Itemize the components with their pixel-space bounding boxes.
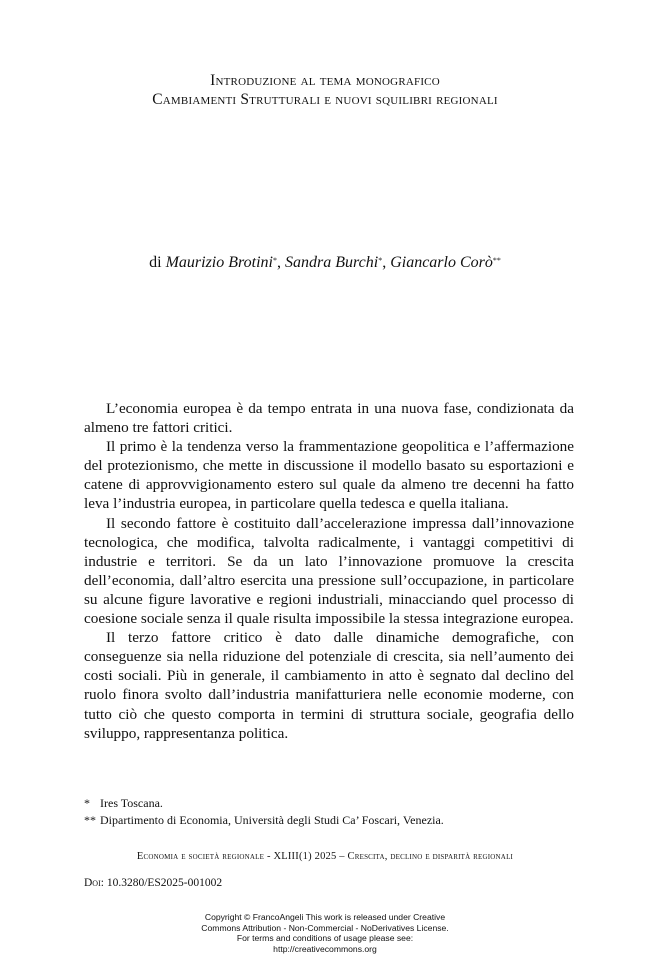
body-paragraph: Il primo è la tendenza verso la frammentazione geopolitica e l’affermazione del protezionismo, che mette in discussione il modello basato su esportazioni e catene di approvvigionamento estero sul quale da almeno tre decenni ha fatto leva l’industria europea, in particolare quella tedesca e quella italiana. (84, 438, 574, 513)
author-separator: , (277, 254, 281, 271)
body-paragraph: Il terzo fattore critico è dato dalle dinamiche demografiche, con conseguenze sia nella riduzione del potenziale di crescita, sia nell’aumento dei costi sociali. Più in generale, il cambiamento in atto è segnato dal declino del ruolo finora svolto dall’industria manifatturiera nelle economie moderne, con tutto ciò che questo comporta in termini di struttura sociale, geografia dello sviluppo, rappresentanza politica. (84, 629, 574, 742)
copyright-line: Commons Attribution - Non-Commercial - NoDerivatives License. (201, 922, 449, 933)
copyright-notice (0, 912, 650, 954)
author-affiliation-mark: * (378, 256, 383, 265)
copyright-line: For terms and conditions of usage please see: (236, 933, 414, 944)
footnote-mark: * (84, 796, 90, 810)
running-footer-text: Economia e società regionale - XLIII(1) 2025 – Crescita, declino e disparità regionali (136, 851, 514, 862)
footnote (84, 812, 584, 829)
doi (84, 877, 222, 889)
article-body (84, 399, 574, 743)
author-affiliation-mark: * (273, 256, 277, 265)
running-footer (0, 851, 650, 862)
author-prefix: di (149, 254, 162, 271)
title-line-1-text: Introduzione al tema monografico (210, 72, 440, 89)
footnotes (84, 795, 584, 829)
author-separator: , (382, 254, 387, 271)
article-title-line-1 (0, 72, 650, 90)
author-affiliation-mark: ** (492, 256, 501, 265)
doi-text: Doi: 10.3280/ES2025-001002 (84, 877, 223, 889)
body-paragraph: L’economia europea è da tempo entrata in una nuova fase, condizionata da almeno tre fattori critici. (84, 400, 574, 437)
body-paragraph: Il secondo fattore è costituito dall’accelerazione impressa dall’innovazione tecnologica, che modifica, talvolta radicalmente, i vantaggi competitivi di industrie e territori. Se da un lato l’innovazione promuove la crescita dell’economia, dall’altro esercita una pressione sull’occupazione, in particolare su alcune figure lavorative e regioni industriali, minacciando quel processo di coesione sociale senza il quale risulta impossibile la stessa integrazione europea. (84, 514, 574, 628)
author-name: Sandra Burchi (285, 254, 379, 271)
title-line-2-text: Cambiamenti Strutturali e nuovi squilibri regionali (152, 91, 498, 108)
footnote-text: Ires Toscana. (100, 796, 163, 810)
author-line (0, 254, 650, 272)
copyright-link[interactable]: http://creativecommons.org (273, 943, 377, 954)
footnote (84, 795, 584, 812)
author-name: Maurizio Brotini (165, 254, 273, 271)
copyright-line: Copyright © FrancoAngeli This work is released under Creative (204, 912, 446, 922)
author-name: Giancarlo Corò (390, 254, 493, 271)
footnote-mark: ** (84, 813, 96, 827)
footnote-text: Dipartimento di Economia, Università degli Studi Ca’ Foscari, Venezia. (100, 813, 444, 827)
article-title-line-2 (0, 91, 650, 109)
